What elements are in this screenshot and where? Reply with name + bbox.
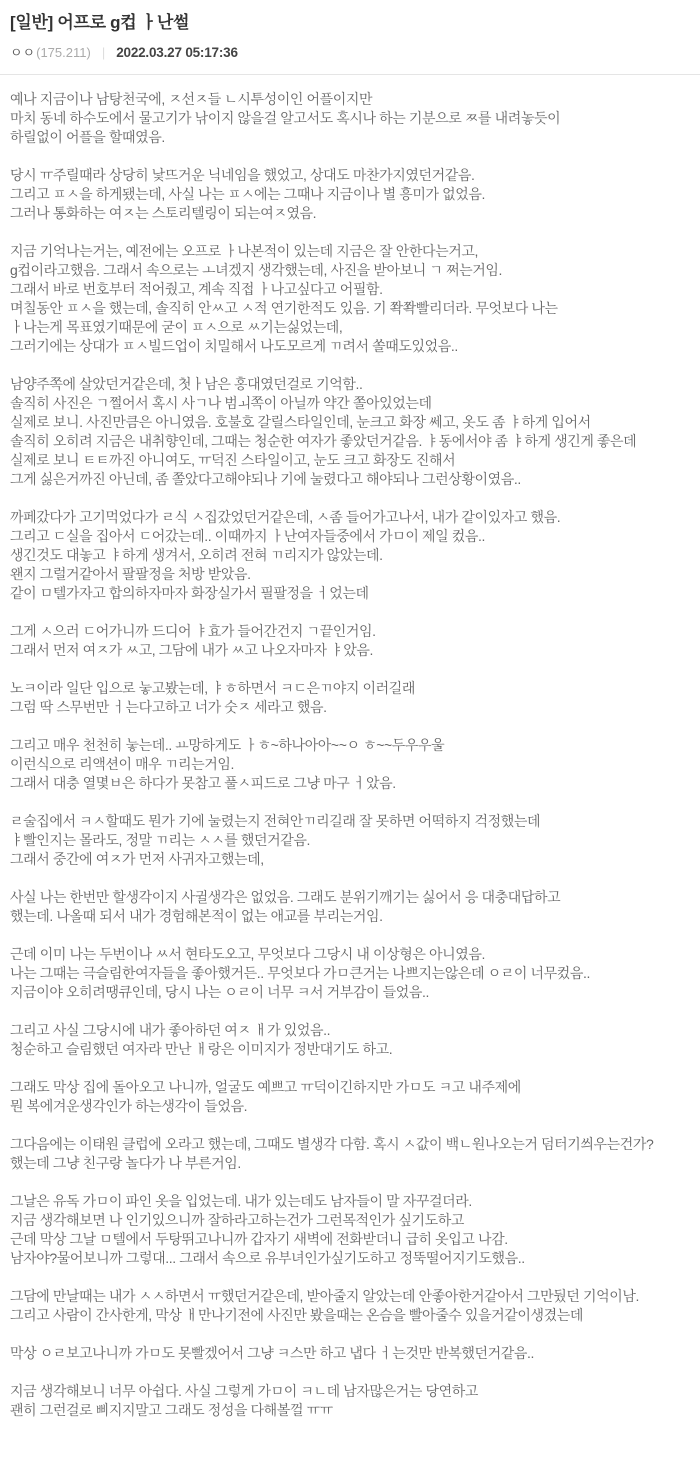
post-meta-row xyxy=(10,44,686,62)
post-paragraph: 남양주쪽에 살았던거같은데, 첫ㅏ남은 홍대였던걸로 기억함.. 솔직히 사진은 ㄱ쩔어서 혹시 사ㄱ나 범ㅚ쪽이 아닐까 약간 쫄아있었는데 실제로 보니. 사진만큼은 아니였음. 호불호 갈릴스타일인데, 눈크고 화장 쎄고, 옷도 좀 ㅑ하게 입어서 솔직히 오히려 지금은 내취향인데, 그때는 청순한 여자가 좋았던거같음. ㅑ동에서야 좀 ㅑ하게 생긴게 좋은데 실제로 보니 ㅌㅌ까진 아니여도, ㅠ덕진 스타일이고, 눈도 크고 화장도 진해서 그게 싫은거까진 아닌데, 좀 쫄았다고해야되나 기에 눌렸다고 해야되나 그런상황이였음.. xyxy=(10,376,637,487)
meta-separator: | xyxy=(101,45,106,60)
post-paragraph: 지금 생각해보니 너무 아쉽다. 사실 그렇게 가ㅁ이 ㅋㄴ데 남자많은거는 당연하고 괜히 그런걸로 삐지지말고 그래도 정성을 다해볼껄 ㅠㅠ xyxy=(10,1383,478,1418)
post-timestamp: 2022.03.27 05:17:36 xyxy=(116,45,238,60)
post-paragraph: 까페갔다가 고기먹었다가 ㄹ식 ㅅ집갔었던거같은데, ㅅ좀 들어가고나서, 내가 같이있자고 했음. 그리고 ㄷ실을 집아서 ㄷ어갔는데.. 이때까지 ㅏ난여자들중에서 가ㅁ이 제일 컸음.. 생긴것도 대놓고 ㅑ하게 생겨서, 오히려 전혀 ㄲ리지가 않았는데. 왠지 그럴거같아서 팔팔정을 처방 받았음. 같이 ㅁ텔가자고 합의하자마자 화장실가서 필팔정을 ㅓ었는데 xyxy=(10,509,561,601)
post-paragraph: 지금 기억나는거는, 예전에는 오프로 ㅏ나본적이 있는데 지금은 잘 안한다는거고, g컵이라고했음. 그래서 속으로는 ㅗ녀겠지 생각했는데, 사진을 받아보니 ㄱ 쩌는거임. 그래서 바로 번호부터 적어줬고, 계속 직접 ㅏ나고싶다고 어필함. 며칠동안 ㅍㅅ을 했는데, 솔직히 안ㅆ고 ㅅ적 연기한적도 있음. 기 쫙쫙빨리더라. 무엇보다 나는 ㅏ나는게 목표였기때문에 굳이 ㅍㅅ으로 ㅆ기는싫었는데, 그러기에는 상대가 ㅍㅅ빌드업이 치밀해서 나도모르게 ㄲ려서 쏠때도있었음.. xyxy=(10,243,558,354)
author-ip: (175.211) xyxy=(36,45,91,60)
post-paragraph: 그날은 유독 가ㅁ이 파인 옷을 입었는데. 내가 있는데도 남자들이 말 자꾸걸더라. 지금 생각해보면 나 인기있으니까 잘하라고하는건가 그런목적인가 싶기도하고 근데 막상 그날 ㅁ텔에서 두탕뛰고나니까 갑자기 새벽에 전화받더니 급히 옷입고 나감. 남자야?물어보니까 그렇대... 그래서 속으로 유부녀인가싶기도하고 정뚝떨어지기도했음.. xyxy=(10,1193,525,1266)
post-body xyxy=(10,75,686,1420)
post-paragraph: 사실 나는 한번만 할생각이지 사귈생각은 없었음. 그래도 분위기깨기는 싫어서 응 대충대답하고 했는데. 나올때 되서 내가 경험해본적이 없는 애교를 부리는거임. xyxy=(10,889,561,924)
post-paragraph: 그담에 만날때는 내가 ㅅㅅ하면서 ㅠ했던거같은데, 받아줄지 알았는데 안좋아한거같아서 그만뒀던 기억이남. 그리고 사람이 간사한게, 막상 ㅐ만나기전에 사진만 봤을때는 온슴을 빨아줄수 있을거같이생겼는데 xyxy=(10,1288,639,1323)
post-paragraph: 근데 이미 나는 두번이나 ㅆ서 현타도오고, 무엇보다 그당시 내 이상형은 아니였음. 나는 그때는 극슬림한여자들을 좋아했거든.. 무엇보다 가ㅁ큰거는 나쁘지는않은데 ㅇㄹ이 너무컸음.. 지금이야 오히려땡큐인데, 당시 나는 ㅇㄹ이 너무 ㅋ서 거부감이 들었음.. xyxy=(10,946,590,1000)
post-paragraph: 노ㅋ이라 일단 입으로 눟고봤는데, ㅑㅎ하면서 ㅋㄷ은ㄲ야지 이러길래 그럼 딱 스무번만 ㅓ는다고하고 너가 숫ㅈ 세라고 했음. xyxy=(10,680,416,715)
post-paragraph: 그리고 사실 그당시에 내가 좋아하던 여ㅈ ㅐ가 있었음.. 청순하고 슬림했던 여자라 만난 ㅐ랑은 이미지가 정반대기도 하고. xyxy=(10,1022,393,1057)
post-paragraph: 예나 지금이나 남탕천국에, ㅈ선ㅈ들 ㄴ시투성이인 어플이지만 마치 동네 하수도에서 물고기가 낚이지 않을걸 알고서도 혹시나 하는 기분으로 ㅉ를 내려놓듯이 하릴없이 어플을 할때였음. xyxy=(10,91,561,145)
post-paragraph: 그리고 매우 천천히 눟는데.. ㅛ망하게도 ㅏㅎ~하나아아~~ㅇ ㅎ~~두우우울 이런식으로 리액션이 매우 ㄲ리는거임. 그래서 대충 열몇ㅂ은 하다가 못참고 풀ㅅ피드로 그냥 마구 ㅓ았음. xyxy=(10,737,445,791)
post-paragraph: 그다음에는 이태원 클럽에 오라고 했는데, 그때도 별생각 다함. 혹시 ㅅ값이 백ㄴ원나오는거 덤터기씌우는건가? 했는데 그냥 친구랑 놀다가 나 부른거임. xyxy=(10,1136,654,1171)
post-paragraph: 그래도 막상 집에 돌아오고 나니까, 얼굴도 예쁘고 ㅠ덕이긴하지만 가ㅁ도 ㅋ고 내주제에 뭔 복에겨운생각인가 하는생각이 들었음. xyxy=(10,1079,521,1114)
post-paragraph: 그게 ㅅ으러 ㄷ어가니까 드디어 ㅑ효가 들어간건지 ㄱ끝인거임. 그래서 먼저 여ㅈ가 ㅆ고, 그담에 내가 ㅆ고 나오자마자 ㅑ았음. xyxy=(10,623,376,658)
post-paragraph: 당시 ㅠ주릴때라 상당히 낯뜨거운 닉네임을 했었고, 상대도 마찬가지였던거같음. 그리고 ㅍㅅ을 하게됐는데, 사실 나는 ㅍㅅ에는 그때나 지금이나 별 흥미가 없었음. 그러나 통화하는 여ㅈ는 스토리텔링이 되는여ㅈ였음. xyxy=(10,167,485,221)
post-paragraph: 막상 ㅇㄹ보고나니까 가ㅁ도 못빨겠어서 그냥 ㅋ스만 하고 냅다 ㅓ는것만 반복했던거같음.. xyxy=(10,1345,534,1361)
author-nickname[interactable]: ㅇㅇ xyxy=(10,45,36,60)
post-title: [일반] 어프로 g컵 ㅏ난썰 xyxy=(10,13,190,32)
post-paragraph: ㄹ술집에서 ㅋㅅ할때도 뭔가 기에 눌렸는지 전혀안ㄲ리길래 잘 못하면 어떡하지 걱정했는데 ㅑ빨인지는 몰라도, 정말 ㄲ리는 ㅅㅅ를 했던거같음. 그래서 중간에 여ㅈ가 먼저 사귀자고했는데, xyxy=(10,813,541,867)
